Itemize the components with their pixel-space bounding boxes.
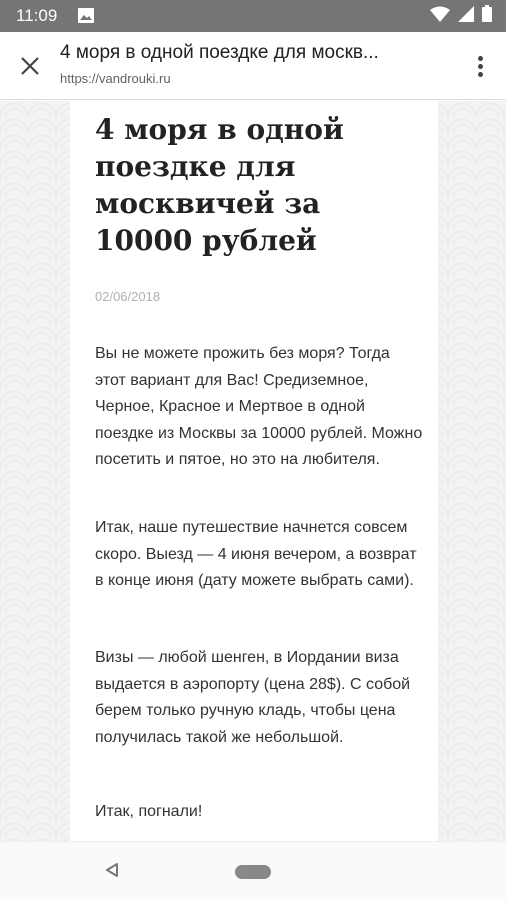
status-time: 11:09 [16, 6, 58, 25]
article-card [70, 101, 438, 841]
image-notification-icon [78, 8, 94, 23]
wifi-icon [430, 6, 450, 27]
article-paragraph: Итак, наше путешествие начнется совсем скоро. Выезд — 4 июня вечером, а возврат в конце июня (дату можете выбрать сами). [95, 519, 417, 589]
navigation-bar [0, 841, 506, 900]
close-icon [20, 56, 40, 76]
overflow-menu-button[interactable] [466, 50, 494, 82]
nav-back-button[interactable] [104, 862, 120, 883]
page-title: 4 моря в одной поездке для москв... [60, 42, 379, 63]
page-content[interactable] [0, 101, 506, 841]
battery-icon [482, 5, 492, 27]
more-vert-icon [478, 56, 483, 61]
cell-signal-icon [458, 6, 474, 27]
back-triangle-icon [104, 862, 120, 878]
article-date: 02/06/2018 [95, 289, 161, 304]
article-paragraph: Визы — любой шенген, в Иордании виза выдается в аэропорту (цена 28$). С собой берем только ручную кладь, чтобы цена получилась такой же небольшой. [95, 649, 411, 746]
status-icons [430, 7, 492, 25]
custom-tab-toolbar [0, 32, 506, 100]
article-paragraph: Вы не можете прожить без моря? Тогда этот вариант для Вас! Средиземное, Черное, Красное и Мертвое в одной поездке из Москвы за 10000 рублей. Можно посетить и пятое, но это на любителя. [95, 345, 423, 468]
article-headline: 4 моря в одной поездке для москвичей за 10000 рублей [95, 113, 344, 257]
nav-home-pill[interactable] [235, 865, 271, 879]
close-button[interactable] [14, 50, 46, 82]
status-bar [0, 0, 506, 32]
page-url: https://vandrouki.ru [60, 71, 171, 86]
article-paragraph: Итак, погнали! [95, 803, 203, 820]
